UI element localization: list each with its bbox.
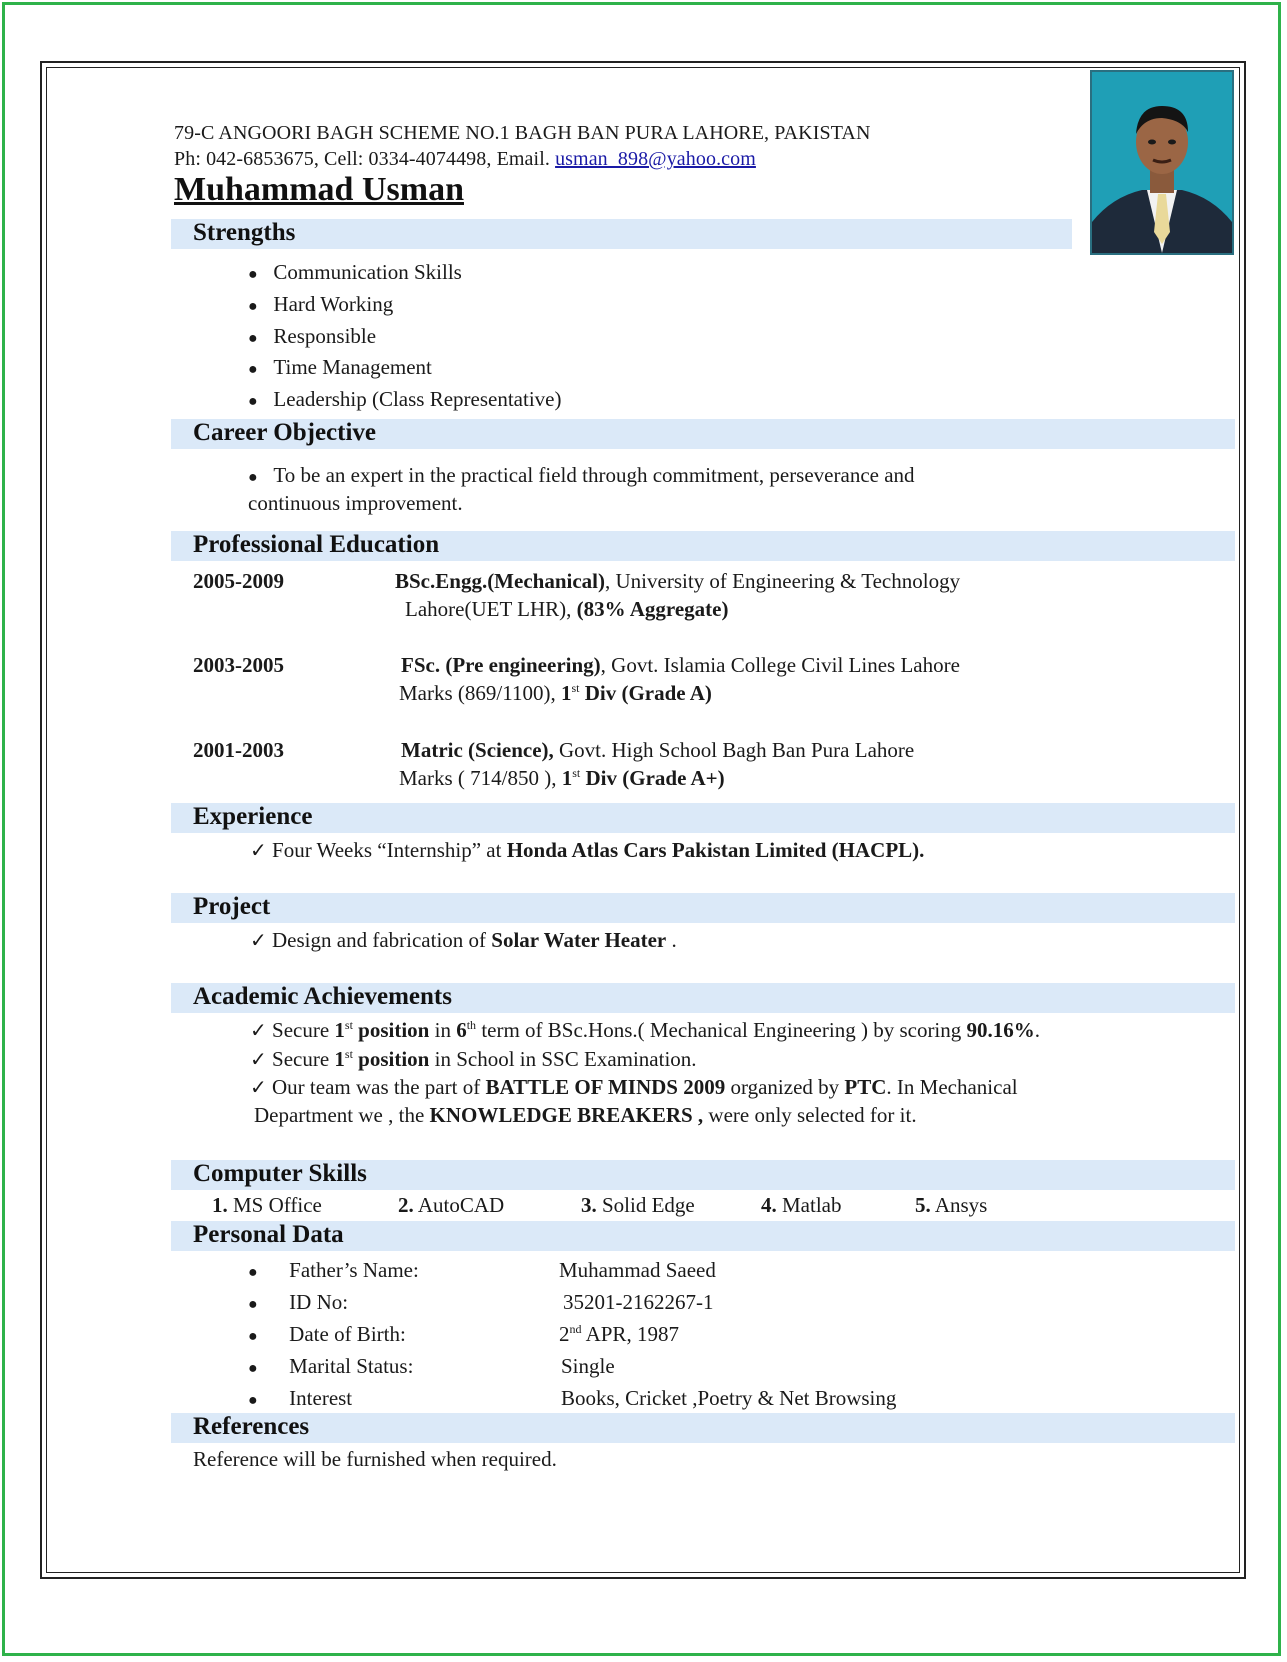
bullet-icon: ● bbox=[248, 361, 258, 378]
education-degree-line: BSc.Engg.(Mechanical), University of Engineering & Technology bbox=[395, 569, 961, 593]
strength-item: ● Responsible bbox=[248, 324, 377, 348]
computer-skill-item: 2. AutoCAD bbox=[398, 1193, 505, 1217]
achievement-item: ✓ Secure 1st position in School in SSC Examination. bbox=[250, 1047, 697, 1071]
bullet-icon: ● bbox=[248, 1328, 258, 1345]
personal-row-value: Single bbox=[561, 1354, 615, 1378]
project-heading: Project bbox=[193, 893, 271, 920]
computer-skill-item: 1. MS Office bbox=[212, 1193, 322, 1217]
bullet-icon: ● bbox=[248, 1392, 258, 1409]
education-detail-line: Lahore(UET LHR), (83% Aggregate) bbox=[405, 597, 729, 621]
bullet-icon: ● bbox=[248, 469, 258, 486]
education-detail-line: Marks (869/1100), 1st Div (Grade A) bbox=[399, 681, 712, 705]
bullet-icon: ● bbox=[248, 330, 258, 347]
education-heading: Professional Education bbox=[193, 531, 440, 558]
computer-skills-heading: Computer Skills bbox=[193, 1160, 367, 1187]
checkmark-icon: ✓ bbox=[250, 930, 267, 952]
experience-item: ✓ Four Weeks “Internship” at Honda Atlas Cars Pakistan Limited (HACPL). bbox=[250, 838, 925, 862]
education-years: 2005-2009 bbox=[193, 569, 284, 593]
personal-row-label: ● Date of Birth: bbox=[248, 1322, 406, 1346]
education-degree-line: FSc. (Pre engineering), Govt. Islamia College Civil Lines Lahore bbox=[401, 653, 960, 677]
personal-row-value: 35201-2162267-1 bbox=[563, 1290, 714, 1314]
personal-row-label: ● ID No: bbox=[248, 1290, 349, 1314]
education-degree-line: Matric (Science), Govt. High School Bagh Ban Pura Lahore bbox=[401, 738, 915, 762]
personal-row-value: 2nd APR, 1987 bbox=[559, 1322, 679, 1346]
achievement-item: ✓ Secure 1st position in 6th term of BSc.Hons.( Mechanical Engineering ) by scoring 90.16%. bbox=[250, 1018, 1041, 1042]
references-text: Reference will be furnished when required. bbox=[193, 1447, 557, 1471]
bullet-icon: ● bbox=[248, 1264, 258, 1281]
email-link[interactable]: usman_898@yahoo.com bbox=[555, 148, 756, 170]
bullet-icon: ● bbox=[248, 1296, 258, 1313]
profile-photo bbox=[1090, 70, 1234, 255]
bullet-icon: ● bbox=[248, 266, 258, 283]
personal-row-label: ● Interest bbox=[248, 1386, 353, 1410]
person-portrait-icon bbox=[1092, 72, 1232, 253]
computer-skill-item: 5. Ansys bbox=[915, 1193, 988, 1217]
strength-item: ● Hard Working bbox=[248, 292, 394, 316]
strength-item: ● Communication Skills bbox=[248, 260, 462, 284]
experience-band bbox=[171, 803, 1235, 833]
personal-data-heading: Personal Data bbox=[193, 1221, 344, 1248]
strengths-band bbox=[171, 219, 1072, 249]
experience-heading: Experience bbox=[193, 803, 313, 830]
candidate-name: Muhammad Usman bbox=[174, 171, 464, 208]
bullet-icon: ● bbox=[248, 1360, 258, 1377]
checkmark-icon: ✓ bbox=[250, 840, 267, 862]
education-years: 2003-2005 bbox=[193, 653, 284, 677]
career-objective-heading: Career Objective bbox=[193, 419, 377, 446]
strengths-heading: Strengths bbox=[193, 219, 296, 246]
project-band bbox=[171, 893, 1235, 923]
personal-row-value: Books, Cricket ,Poetry & Net Browsing bbox=[561, 1386, 897, 1410]
objective-line-1: ● To be an expert in the practical field through commitment, perseverance and bbox=[248, 463, 915, 487]
strength-item: ● Leadership (Class Representative) bbox=[248, 387, 562, 411]
references-heading: References bbox=[193, 1413, 310, 1440]
education-years: 2001-2003 bbox=[193, 738, 284, 762]
computer-skill-item: 3. Solid Edge bbox=[581, 1193, 695, 1217]
personal-row-value: Muhammad Saeed bbox=[559, 1258, 716, 1282]
bullet-icon: ● bbox=[248, 393, 258, 410]
checkmark-icon: ✓ bbox=[250, 1049, 267, 1071]
strength-item: ● Time Management bbox=[248, 355, 432, 379]
references-band bbox=[171, 1413, 1235, 1443]
address-line: 79-C ANGOORI BAGH SCHEME NO.1 BAGH BAN PURA LAHORE, PAKISTAN bbox=[174, 122, 871, 144]
checkmark-icon: ✓ bbox=[250, 1077, 267, 1099]
academic-heading: Academic Achievements bbox=[193, 983, 452, 1010]
checkmark-icon: ✓ bbox=[250, 1020, 267, 1042]
phone-text: Ph: 042-6853675, Cell: 0334-4074498, Email. bbox=[174, 148, 556, 170]
objective-line-2: continuous improvement. bbox=[248, 491, 463, 515]
bullet-icon: ● bbox=[248, 298, 258, 315]
achievement-item-continued: Department we , the KNOWLEDGE BREAKERS , were only selected for it. bbox=[254, 1103, 917, 1127]
achievement-item: ✓ Our team was the part of BATTLE OF MINDS 2009 organized by PTC. In Mechanical bbox=[250, 1075, 1018, 1099]
project-item: ✓ Design and fabrication of Solar Water Heater . bbox=[250, 928, 677, 952]
education-detail-line: Marks ( 714/850 ), 1st Div (Grade A+) bbox=[399, 766, 725, 790]
phone-line bbox=[174, 148, 756, 171]
computer-skill-item: 4. Matlab bbox=[761, 1193, 842, 1217]
personal-row-label: ● Marital Status: bbox=[248, 1354, 414, 1378]
personal-row-label: ● Father’s Name: bbox=[248, 1258, 419, 1282]
